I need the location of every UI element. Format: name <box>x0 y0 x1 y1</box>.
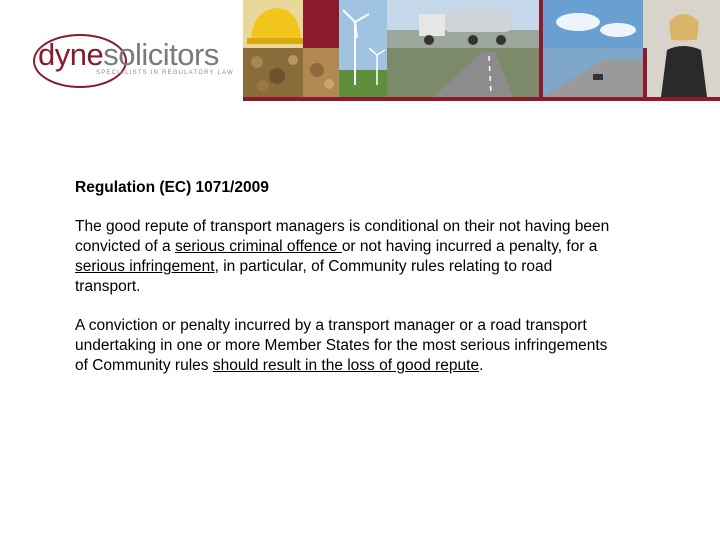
p2-loss-of-good-repute: should result in the loss of good repute <box>212 357 480 374</box>
p1-text-e: , in particular, of Community rules relating to road transport. <box>75 258 553 295</box>
paragraph-conviction <box>75 316 615 376</box>
soil-icon <box>243 48 303 97</box>
hard-hat-icon <box>243 0 303 48</box>
dirt-icon <box>303 0 339 97</box>
businesswoman-icon <box>643 0 720 97</box>
paragraph-good-repute <box>75 217 615 297</box>
p2-text-c: . <box>479 357 484 374</box>
p2-text-a: A conviction or penalty incurred by a transport manager or a road transport undertaking in one or more Member States for the most serious infringements of Community rules <box>75 317 608 374</box>
logo-word-dyne: dyne <box>38 37 104 72</box>
sky-icon <box>543 0 643 97</box>
truck-icon <box>387 0 539 48</box>
p1-text-a: The good repute of transport managers is conditional on their not having been convicted of a <box>75 218 610 255</box>
regulation-heading: Regulation (EC) 1071/2009 <box>75 179 269 196</box>
wind-turbine-icon <box>339 0 387 97</box>
p1-serious-infringement: serious infringement <box>75 258 215 275</box>
logo-tagline: SPECIALISTS IN REGULATORY LAW <box>96 70 234 76</box>
p1-serious-criminal-offence: serious criminal offence <box>174 238 342 255</box>
banner-accent-bar <box>243 97 720 101</box>
logo-word-solicitors: solicitors <box>103 37 219 72</box>
logo-wordmark <box>38 37 219 73</box>
company-logo[interactable] <box>30 30 234 90</box>
p1-text-c: or not having incurred a penalty, for a <box>341 238 598 255</box>
header <box>0 0 720 105</box>
photo-banner <box>243 0 720 97</box>
slide-content <box>75 178 615 395</box>
